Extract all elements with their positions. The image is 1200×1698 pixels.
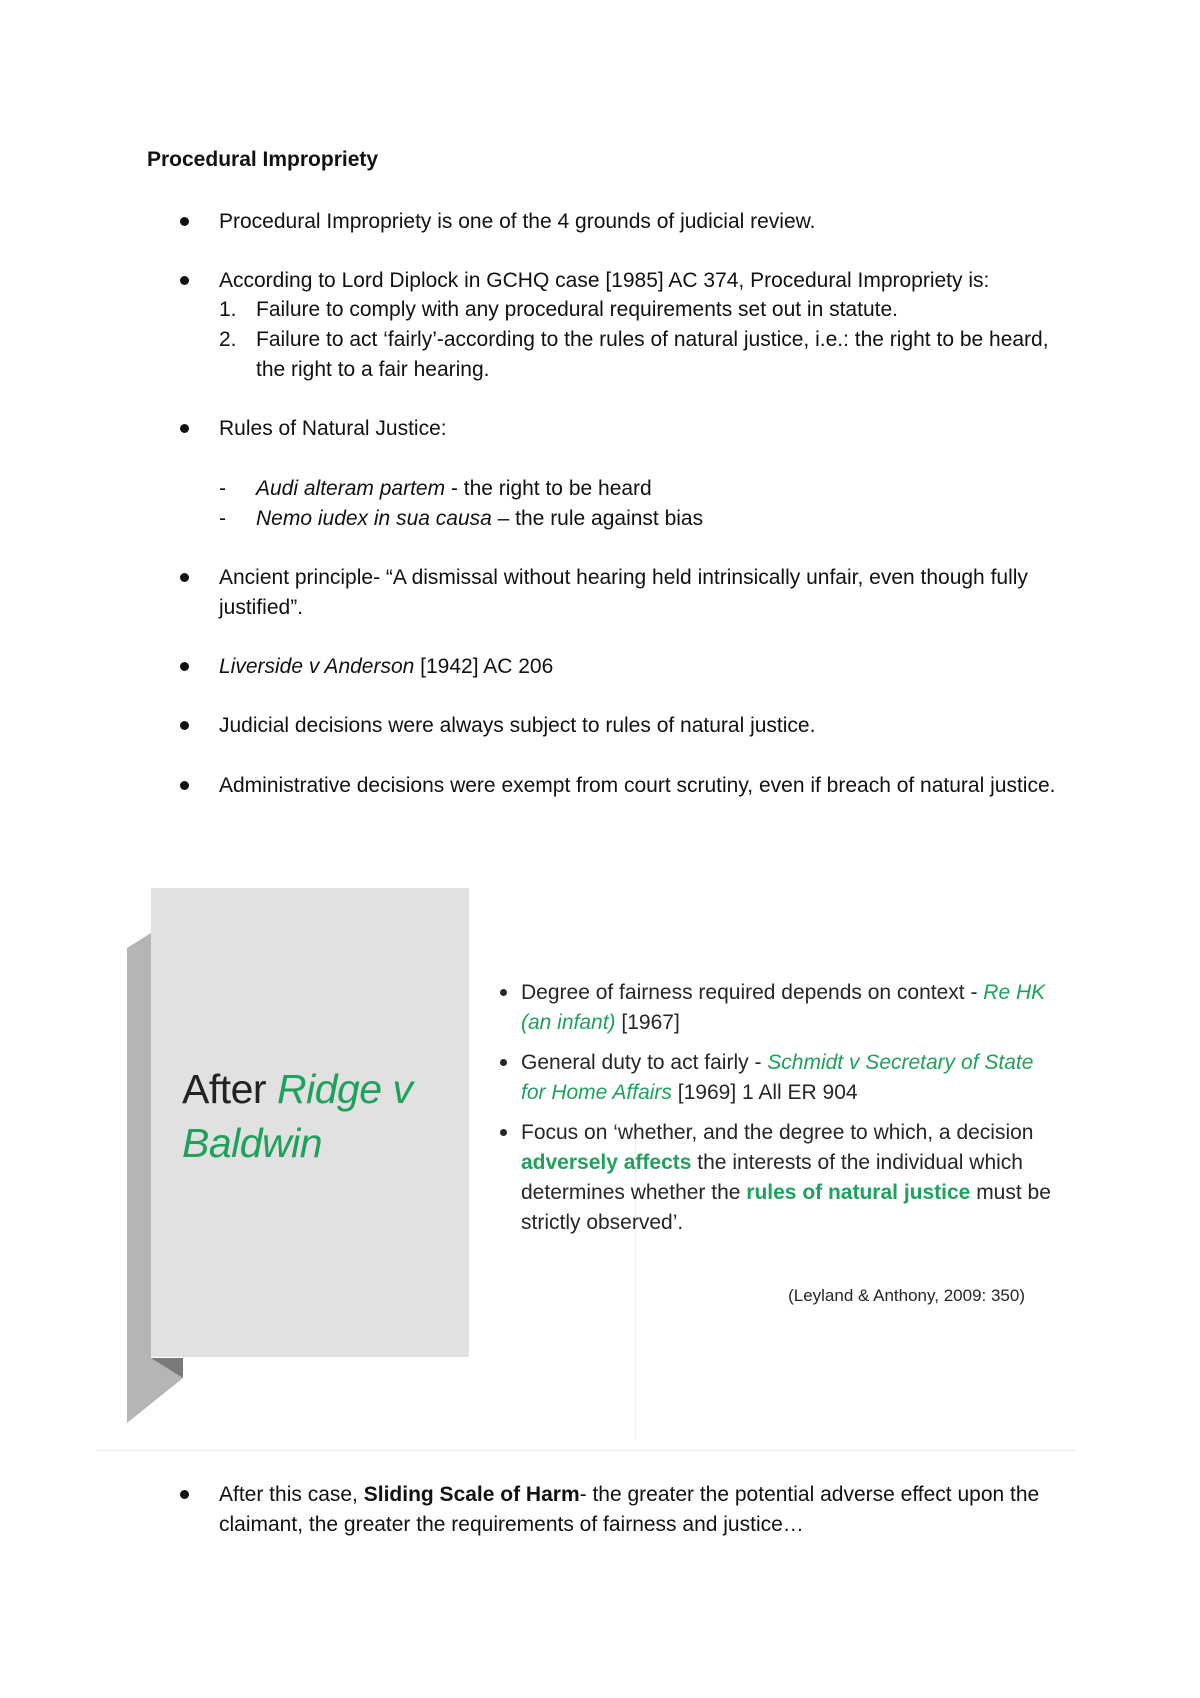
bullet-dot — [180, 662, 189, 671]
bullet-text: Rules of Natural Justice: — [219, 417, 447, 440]
bullet-text: Ancient principle- “A dismissal without hearing held intrinsically unfair, even though fully justified”. — [219, 566, 1028, 619]
key-term: Sliding Scale of Harm — [363, 1483, 580, 1506]
case-name: Liverside v Anderson — [219, 655, 415, 678]
bullet-dot — [180, 721, 189, 730]
slide-bullet-dot — [500, 989, 507, 996]
slide-bullet-dot — [500, 1129, 507, 1136]
slide-bullet-text: must be strictly observed’. — [521, 1181, 1051, 1234]
dash-text — [256, 504, 1066, 534]
list-number: 2. — [219, 328, 237, 351]
bullet-text: According to Lord Diplock in GCHQ case [1985] AC 374, Procedural Impropriety is: — [219, 269, 990, 292]
bullet-text — [219, 1480, 1059, 1540]
slide-bullet-text: Degree of fairness required depends on context - — [521, 981, 984, 1004]
dash-text — [256, 474, 1066, 504]
bullet-dot — [180, 781, 189, 790]
heading-prefix: After — [182, 1066, 277, 1112]
heading-case-name: Ridge v Baldwin — [182, 1066, 413, 1166]
page-title: Procedural Impropriety — [147, 148, 379, 171]
highlight-term: adversely affects — [521, 1151, 692, 1174]
slide-bullet-text: the interests of the individual which determines whether the — [521, 1151, 1023, 1204]
bullet-dot — [180, 276, 189, 285]
case-name: Schmidt v Secretary of State for Home Affairs — [521, 1051, 1034, 1104]
bullet-dot — [180, 1490, 189, 1499]
bullet-dot — [180, 217, 189, 226]
case-citation: [1967] — [615, 1011, 680, 1034]
case-citation: [1969] 1 All ER 904 — [671, 1081, 858, 1104]
list-text: Failure to act ‘fairly’-according to the rules of natural justice, i.e.: the right to be heard, the right to a fair hearing. — [256, 328, 1049, 381]
text-segment: - the greater the potential adverse effect upon the claimant, the greater the requirements of fairness and justice… — [219, 1483, 1040, 1536]
slide-bullet-dot — [500, 1059, 507, 1066]
case-name: Re HK (an infant) — [521, 981, 1046, 1034]
bullet-text — [219, 652, 1059, 682]
term-meaning: - the right to be heard — [445, 477, 652, 500]
slide-bullet-context — [498, 978, 1058, 1038]
latin-term: Nemo iudex in sua causa — [256, 507, 492, 530]
slide-bullet-text: General duty to act fairly - — [521, 1051, 768, 1074]
slide-heading — [182, 1062, 472, 1170]
bullet-text: Judicial decisions were always subject to rules of natural justice. — [219, 714, 816, 737]
text-segment: After this case, — [219, 1483, 364, 1506]
dash-marker: - — [219, 507, 226, 530]
slide-bullet-focus — [498, 1118, 1058, 1238]
bullet-text: Procedural Impropriety is one of the 4 grounds of judicial review. — [219, 210, 816, 233]
bullet-text: Administrative decisions were exempt from court scrutiny, even if breach of natural justice. — [219, 774, 1056, 797]
slide-citation: (Leyland & Anthony, 2009: 350) — [788, 1286, 1025, 1305]
highlight-term: rules of natural justice — [746, 1181, 971, 1204]
bullet-dot — [180, 573, 189, 582]
latin-term: Audi alteram partem — [256, 477, 446, 500]
dash-marker: - — [219, 477, 226, 500]
list-number: 1. — [219, 298, 237, 321]
slide-bullet-list — [498, 978, 1058, 1248]
list-text: Failure to comply with any procedural requirements set out in statute. — [256, 298, 898, 321]
slide-bullet-duty — [498, 1048, 1058, 1108]
case-citation: [1942] AC 206 — [414, 655, 554, 678]
slide-bullet-text: Focus on ‘whether, and the degree to which, a decision — [521, 1121, 1034, 1144]
bullet-dot — [180, 424, 189, 433]
term-meaning: – the rule against bias — [491, 507, 704, 530]
